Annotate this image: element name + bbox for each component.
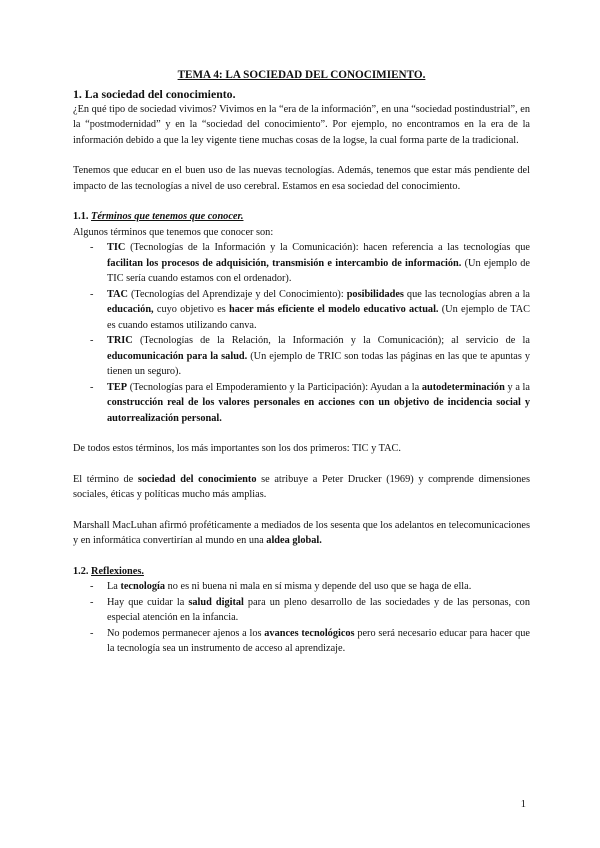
reflection-text: No podemos permanecer ajenos a los — [107, 627, 265, 639]
page-number: 1 — [520, 799, 526, 810]
section-1-paragraph-1: ¿En qué tipo de sociedad vivimos? Vivimos en la “era de la información”, en una “sociedad postindustrial”, en la “postmodernidad” y en la “sociedad del conocimiento”. Por ejemplo, no encontramos en la era de la información debido a que la ley vigente tiene muchas cosas de la logse, la cual forma parte de la tradicional. — [73, 103, 530, 146]
term-text: que las tecnologías abren a la — [403, 288, 530, 300]
term-item-tep — [73, 380, 530, 427]
section-1-paragraph-2: Tenemos que educar en el buen uso de las nuevas tecnologías. Además, tenemos que estar más pendiente del impacto de las tecnologías a nivel de uso cerebral. Estamos en esa sociedad del conocimiento. — [73, 165, 530, 192]
paragraph-emphasis: sociedad del conocimiento — [137, 473, 257, 485]
paragraph-text: Marshall MacLuhan afirmó proféticamente a mediados de los sesenta que los adelantos en telecomunicaciones y en informática convertirían al mundo en una — [73, 519, 530, 546]
paragraph-text: El término de — [73, 473, 138, 485]
term-emphasis: educación, — [107, 304, 154, 315]
term-emphasis: educomunicación para la salud. — [107, 350, 248, 362]
terms-intro: Algunos términos que tenemos que conocer son: — [73, 226, 274, 238]
paragraph-emphasis: aldea global. — [266, 535, 322, 546]
term-text: (Tecnologías de la Relación, la Información y la Comunicación); al servicio de la — [132, 335, 530, 346]
section-1-heading: 1. La sociedad del conocimiento. — [73, 86, 236, 101]
subsection-1-1-label: Términos que tenemos que conocer. — [91, 211, 244, 222]
terms-summary: De todos estos términos, los más importantes son los dos primeros: TIC y TAC. — [73, 443, 401, 454]
drucker-paragraph — [73, 472, 530, 503]
reflection-item — [73, 595, 530, 626]
term-text: y a la — [504, 381, 530, 393]
subsection-1-2-number: 1.2. — [73, 565, 89, 577]
term-emphasis: posibilidades — [346, 288, 404, 300]
subsection-1-2-heading — [73, 564, 530, 580]
macluhan-paragraph — [73, 518, 530, 549]
term-text: (Tecnologías del Aprendizaje y del Conocimiento): — [127, 288, 347, 300]
reflection-emphasis: avances tecnológicos — [264, 627, 355, 639]
term-emphasis: construcción real de los valores personales en acciones con un objetivo de incidencia social y autorrealización personal. — [107, 397, 530, 424]
term-item-tric — [73, 333, 530, 380]
term-text: (Tecnologías de la Información y la Comunicación): hacen referencia a las tecnologías que — [125, 242, 530, 253]
term-name: TAC — [107, 288, 128, 300]
term-text: (Un ejemplo de TAC es cuando estamos utilizando canva. — [107, 304, 531, 331]
reflection-item — [73, 626, 530, 657]
term-text: cuyo objetivo es — [153, 304, 229, 315]
term-emphasis: autodeterminación — [421, 381, 505, 393]
term-emphasis: facilitan los procesos de adquisición, transmisión e intercambio de información. — [107, 257, 462, 269]
reflection-text: no es ni buena ni mala en sí misma y depende del uso que se haga de ella. — [165, 581, 472, 592]
page-content — [73, 68, 530, 657]
term-text: (Tecnologías para el Empoderamiento y la Participación): Ayudan a la — [127, 381, 422, 393]
reflection-text: para un pleno desarrollo de las sociedades y de las personas, con especial atención en la infancia. — [107, 596, 530, 623]
subsection-1-2-label: Reflexiones. — [91, 565, 144, 577]
term-text: (Un ejemplo de TIC sería cuando estamos con el ordenador). — [107, 257, 531, 284]
term-name: TIC — [107, 242, 126, 253]
term-text: (Un ejemplo de TRIC son todas las páginas en las que te apuntas y tienen un seguro). — [107, 350, 531, 377]
term-item-tic — [73, 240, 530, 287]
subsection-1-1-heading — [73, 209, 530, 225]
paragraph-text: se atribuye a Peter Drucker (1969) y comprende dimensiones sociales, éticas y políticas mucho más amplias. — [73, 473, 531, 500]
term-name: TEP — [107, 381, 128, 393]
term-item-tac — [73, 287, 530, 334]
reflection-text: La — [107, 581, 121, 592]
reflection-emphasis: salud digital — [188, 596, 244, 608]
reflection-text: pero será necesario educar para hacer que la tecnología sea un instrumento de acceso al aprendizaje. — [107, 627, 530, 654]
reflection-text: Hay que cuidar la — [107, 596, 189, 608]
reflection-emphasis: tecnología — [120, 581, 166, 592]
term-emphasis: hacer más eficiente el modelo educativo actual. — [229, 304, 439, 315]
terms-list — [73, 240, 530, 426]
term-name: TRIC — [107, 335, 133, 346]
document-title: TEMA 4: LA SOCIEDAD DEL CONOCIMIENTO. — [177, 69, 426, 81]
subsection-1-1-number: 1.1. — [73, 211, 89, 222]
reflection-item — [73, 579, 530, 595]
reflections-list — [73, 579, 530, 657]
